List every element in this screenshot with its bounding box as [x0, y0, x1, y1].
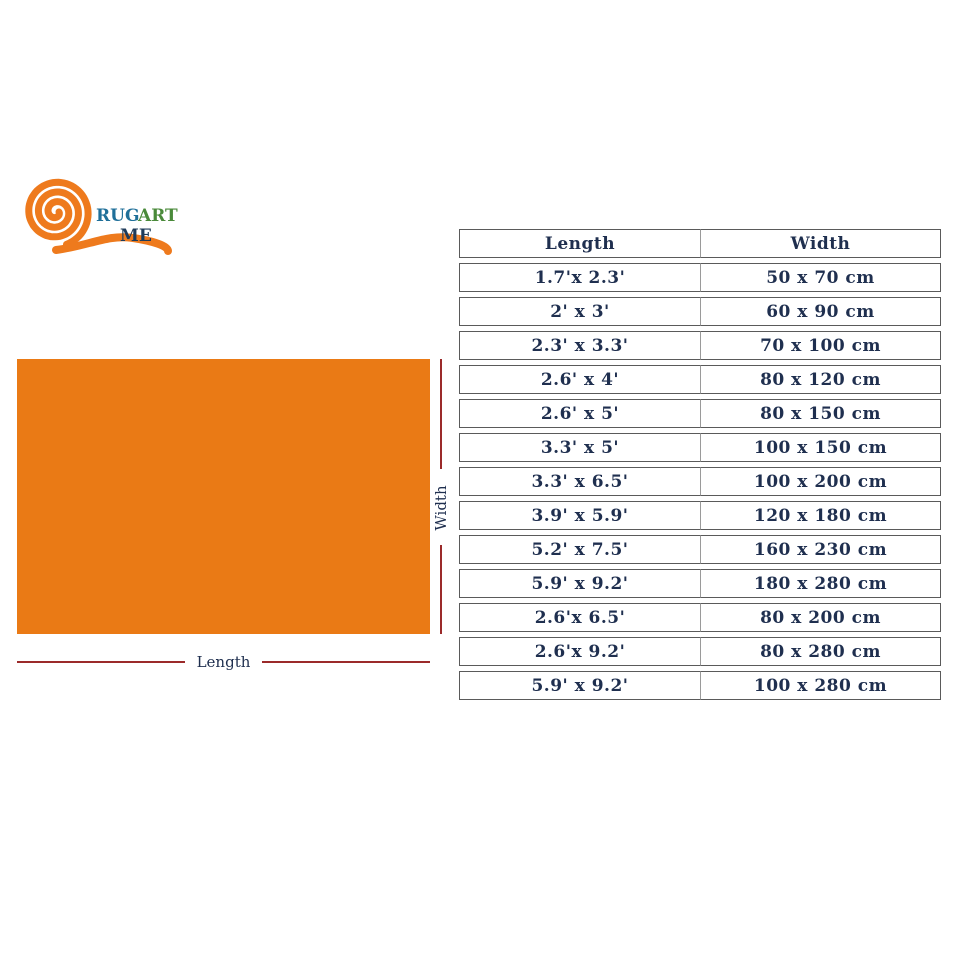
- width-guide-line-bottom: [440, 545, 442, 634]
- logo-word-rug: RUG: [96, 206, 140, 226]
- row-size-cm: 100 x 150 cm: [700, 433, 941, 462]
- row-length-feet: 5.2' x 7.5': [459, 535, 700, 564]
- row-size-cm: 180 x 280 cm: [700, 569, 941, 598]
- table-row: [459, 569, 941, 598]
- row-length-feet: 5.9' x 9.2': [459, 569, 700, 598]
- size-table-header-row: [459, 229, 941, 258]
- row-length-feet: 2.6'x 6.5': [459, 603, 700, 632]
- table-row: [459, 297, 941, 326]
- row-length-feet: 1.7'x 2.3': [459, 263, 700, 292]
- row-size-cm: 80 x 150 cm: [700, 399, 941, 428]
- table-row: [459, 365, 941, 394]
- row-size-cm: 120 x 180 cm: [700, 501, 941, 530]
- size-table: [459, 224, 941, 705]
- row-length-feet: 2.3' x 3.3': [459, 331, 700, 360]
- table-row: [459, 399, 941, 428]
- header-length: Length: [459, 229, 700, 258]
- row-size-cm: 80 x 120 cm: [700, 365, 941, 394]
- length-guide-line-right: [262, 661, 430, 663]
- row-size-cm: 100 x 280 cm: [700, 671, 941, 700]
- table-row: [459, 331, 941, 360]
- row-length-feet: 2' x 3': [459, 297, 700, 326]
- width-dimension-label: Width: [432, 485, 450, 531]
- logo-spiral: [29, 182, 88, 244]
- row-size-cm: 60 x 90 cm: [700, 297, 941, 326]
- logo-word-art: ART: [138, 206, 178, 226]
- row-length-feet: 3.9' x 5.9': [459, 501, 700, 530]
- row-size-cm: 160 x 230 cm: [700, 535, 941, 564]
- table-row: [459, 467, 941, 496]
- table-row: [459, 637, 941, 666]
- row-size-cm: 100 x 200 cm: [700, 467, 941, 496]
- width-guide-line-top: [440, 359, 442, 469]
- table-row: [459, 501, 941, 530]
- row-size-cm: 50 x 70 cm: [700, 263, 941, 292]
- brand-logo: [18, 172, 188, 264]
- table-row: [459, 535, 941, 564]
- table-row: [459, 603, 941, 632]
- table-row: [459, 263, 941, 292]
- row-length-feet: 2.6' x 5': [459, 399, 700, 428]
- row-size-cm: 70 x 100 cm: [700, 331, 941, 360]
- length-guide-line-left: [17, 661, 185, 663]
- table-row: [459, 671, 941, 700]
- logo-word-me: ME: [120, 226, 152, 246]
- row-length-feet: 2.6' x 4': [459, 365, 700, 394]
- row-length-feet: 2.6'x 9.2': [459, 637, 700, 666]
- table-row: [459, 433, 941, 462]
- row-size-cm: 80 x 200 cm: [700, 603, 941, 632]
- length-dimension-label: Length: [196, 653, 251, 671]
- row-length-feet: 3.3' x 6.5': [459, 467, 700, 496]
- rug-swatch: [17, 359, 430, 634]
- row-length-feet: 3.3' x 5': [459, 433, 700, 462]
- row-length-feet: 5.9' x 9.2': [459, 671, 700, 700]
- row-size-cm: 80 x 280 cm: [700, 637, 941, 666]
- header-width: Width: [700, 229, 941, 258]
